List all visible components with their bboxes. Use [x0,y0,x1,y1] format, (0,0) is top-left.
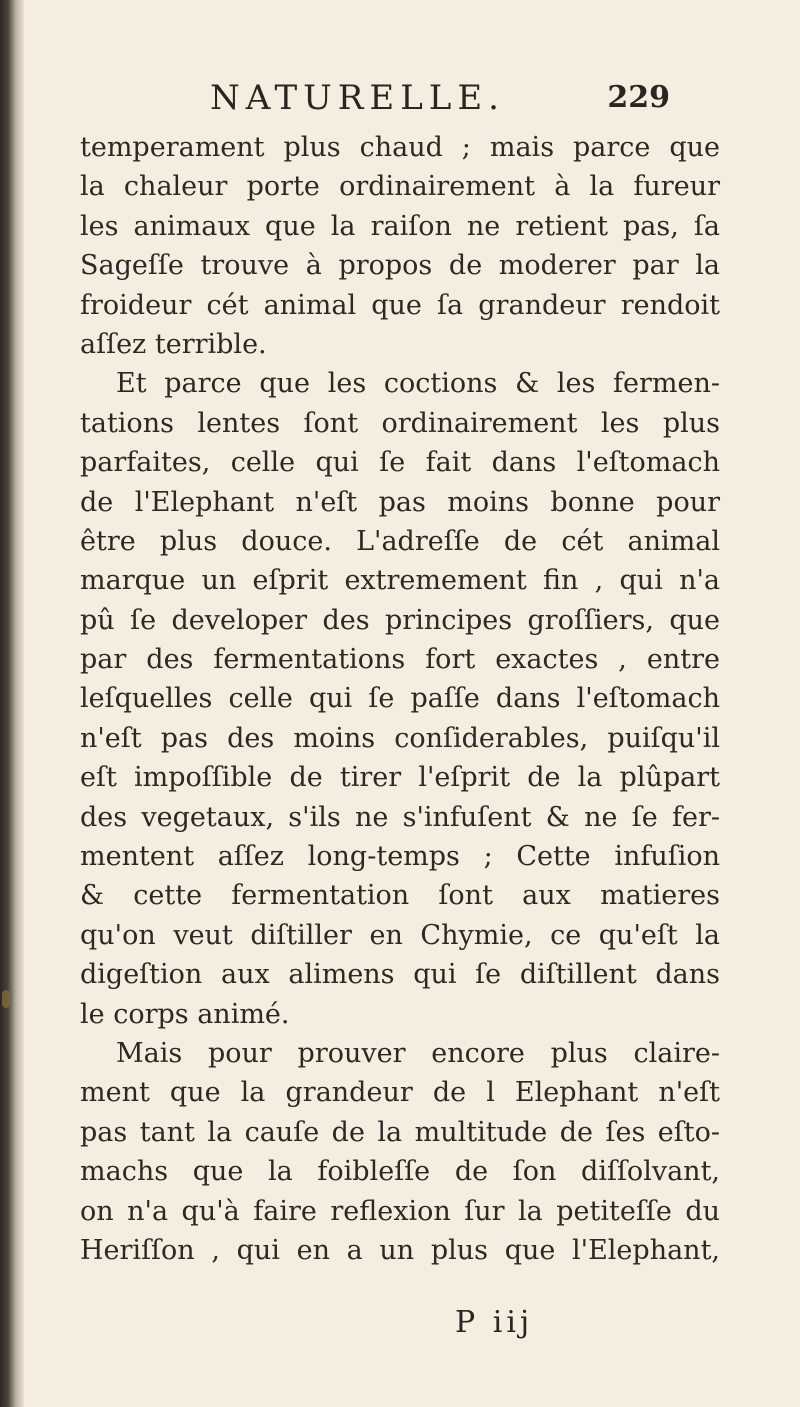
text-line: par des fermentations fort exactes , entre [80,644,720,676]
text-line: digeſtion aux alimens qui ſe diſtillent dans [80,959,720,991]
text-line: pas tant la cauſe de la multitude de ſes eſto- [80,1116,720,1148]
text-line: mentent aſſez long-temps ; Cette infuſion [80,841,720,873]
text-line: les animaux que la raiſon ne retient pas, ſa [80,210,720,242]
text-line: eſt impoſſible de tirer l'eſprit de la plûpart [80,762,720,794]
text-line: on n'a qu'à faire reflexion ſur la petiteſſe du [80,1195,720,1227]
text-line: leſquelles celle qui ſe paſſe dans l'eſtomach [80,683,720,715]
running-title: NATURELLE. [210,78,505,118]
text-line: Mais pour prouver encore plus claire- [116,1037,720,1069]
text-line: tations lentes ſont ordinairement les plus [80,407,720,439]
page-number: 229 [607,80,670,115]
text-line: temperament plus chaud ; mais parce que [80,132,720,163]
text-line: n'eſt pas des moins conſiderables, puiſqu'il [80,722,720,754]
text-line: Et parce que les coctions & les fermen- [116,368,720,400]
text-line: parfaites, celle qui ſe fait dans l'eſtomach [80,447,720,479]
text-line: le corps animé. [80,998,290,1030]
running-head [210,78,670,122]
text-line: pû ſe developer des principes groſſiers, que [80,604,720,636]
binding-edge [0,0,24,1407]
text-line: machs que la foibleſſe de ſon diſſolvant, [80,1156,720,1188]
text-line: marque un eſprit extremement fin , qui n'a [80,565,720,597]
body-text [80,128,720,1270]
text-line: la chaleur porte ordinairement à la fureur [80,171,720,203]
text-line: Heriſſon , qui en a un plus que l'Elephant, [80,1234,720,1266]
signature-mark: P iij [455,1305,534,1340]
text-line: aſſez terrible. [80,328,267,360]
ink-stain [2,990,10,1008]
text-line: ment que la grandeur de l Elephant n'eſt [80,1077,720,1109]
text-line: être plus douce. L'adreſſe de cét animal [80,525,720,557]
text-line: froideur cét animal que ſa grandeur rendoit [80,289,720,321]
text-line: & cette fermentation ſont aux matieres [80,880,720,912]
text-line: Sageſſe trouve à propos de moderer par la [80,250,720,282]
text-line: qu'on veut diſtiller en Chymie, ce qu'eſt la [80,919,720,951]
text-line: de l'Elephant n'eſt pas moins bonne pour [80,486,720,518]
text-line: des vegetaux, s'ils ne s'infuſent & ne ſe fer- [80,801,720,833]
